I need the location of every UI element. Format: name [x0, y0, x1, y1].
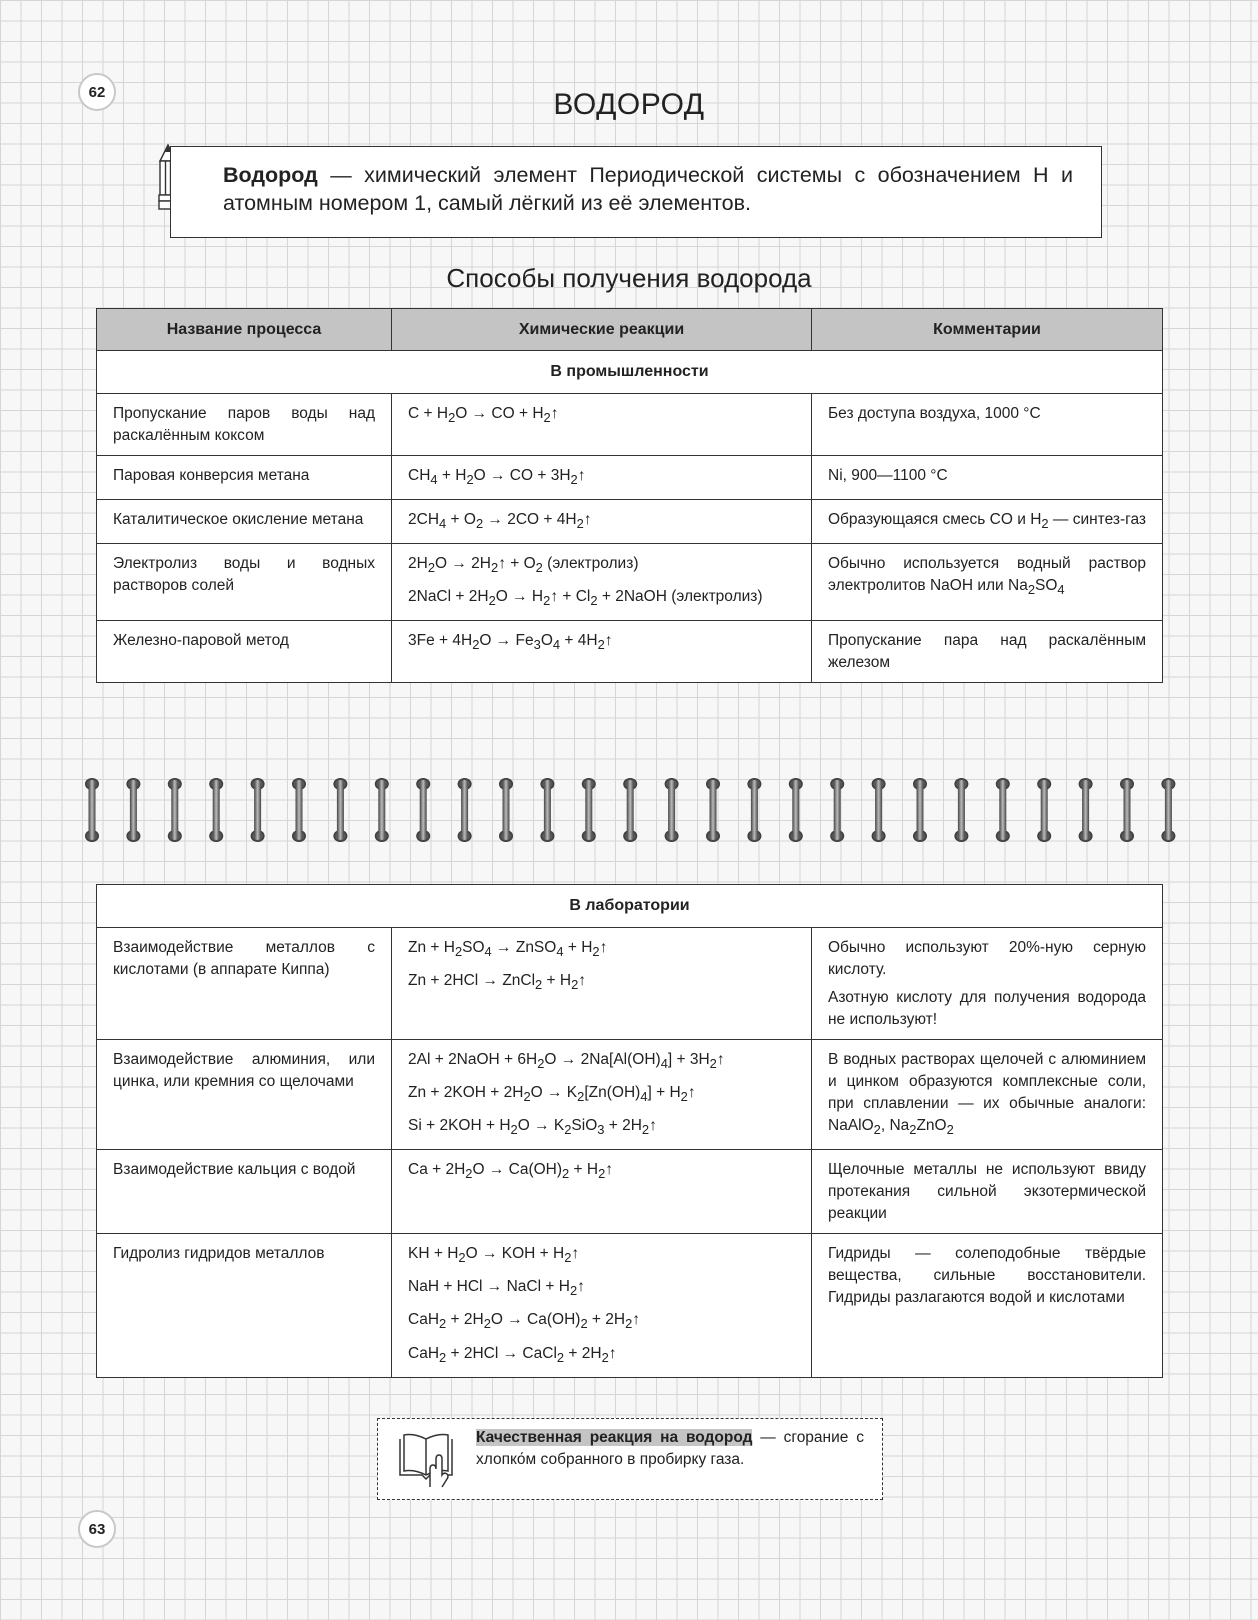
table-header-row: [97, 309, 1163, 351]
spiral-ring: [375, 778, 389, 842]
reactions-cell: [392, 928, 812, 1040]
spiral-ring: [333, 778, 347, 842]
lab-table: [96, 884, 1163, 1378]
reaction-equation: $3Fe + 4H_2O \to Fe_3O_4$ + $4H_2↑$: [408, 632, 613, 653]
spiral-ring: [168, 778, 182, 842]
comment-cell: [812, 544, 1163, 621]
industry-row: [97, 500, 1163, 544]
process-name: Взаимодействие металлов с кислотами (в аппарате Киппа): [97, 928, 392, 1040]
process-name: Гидролиз гидридов металлов: [97, 1234, 392, 1377]
reaction-equation: 2Al + 2NaOH + $6H_2O \to 2Na[Al(OH)_4]$ + $3H_2↑$: [408, 1051, 725, 1072]
comment-text: В водных растворах щелочей с алюминием и цинком образуются комплексные соли, при сплавлении — их обычные аналоги: NaAlO$_2$, $Na_2ZnO_2$: [828, 1051, 1147, 1138]
qualitative-reaction-desc: — сгорание с хлопко́м собранного в пробирку газа.: [476, 1429, 864, 1468]
comment-text: Образующаяся смесь CO и $H_2$ — синтез-газ: [828, 511, 1147, 532]
comment-cell: [812, 621, 1163, 683]
qualitative-reaction-text: [476, 1427, 864, 1471]
spiral-ring: [830, 778, 844, 842]
comment-cell: [812, 928, 1163, 1040]
comment-cell: [812, 1150, 1163, 1234]
spiral-ring: [1161, 778, 1175, 842]
reaction-equation: Zn + 2HCl → ZnCl$_2$ + $H_2↑$: [408, 972, 587, 993]
reaction-equation: $Ca + 2H_2O \to Ca(OH)_2$ + $H_2↑$: [408, 1161, 614, 1182]
spiral-ring: [789, 778, 803, 842]
industry-row: [97, 544, 1163, 621]
spiral-ring: [913, 778, 927, 842]
reaction-equation: $C + H_2O$ → CO + $H_2↑$: [408, 405, 559, 426]
qualitative-reaction-box: [377, 1418, 883, 1500]
spiral-ring: [872, 778, 886, 842]
spiral-ring: [540, 778, 554, 842]
comment-cell: [812, 456, 1163, 500]
reactions-cell: [392, 621, 812, 683]
reaction-equation: $2H_2O$ → $2H_2↑ + O_2$ (электролиз): [408, 555, 639, 576]
spiral-ring: [292, 778, 306, 842]
spiral-ring: [582, 778, 596, 842]
page-title: ВОДОРОД: [553, 88, 705, 121]
process-name: Электролиз воды и водных растворов солей: [97, 544, 392, 621]
spiral-ring: [251, 778, 265, 842]
process-name: Взаимодействие алюминия, или цинка, или кремния со щелочами: [97, 1040, 392, 1150]
process-name: Железно-паровой метод: [97, 621, 392, 683]
reaction-equation: $CH_4 + H_2O$ → CO + $3H_2↑$: [408, 467, 586, 488]
comment-text: Обычно используют 20%-ную серную кислоту.: [828, 939, 1147, 978]
reactions-cell: [392, 544, 812, 621]
header-comments: Комментарии: [812, 309, 1163, 351]
spiral-binding: [78, 772, 1188, 848]
lab-row: [97, 1040, 1163, 1150]
definition-box: [170, 146, 1102, 238]
industry-row: [97, 394, 1163, 456]
comment-text: Без доступа воздуха, 1000 °С: [828, 405, 1041, 422]
comment-text: Пропускание пара над раскалённым железом: [828, 632, 1146, 672]
lab-row: [97, 1150, 1163, 1234]
spiral-ring: [209, 778, 223, 842]
spiral-ring: [623, 778, 637, 842]
reaction-equation: 2NaCl + $2H_2O$ → $H_2↑ + Cl_2$ + 2NaOH (электролиз): [408, 588, 763, 609]
process-name: Паровая конверсия метана: [97, 456, 392, 500]
reaction-equation: CaH$_2$ + 2HCl → CaCl$_2$ + $2H_2↑$: [408, 1344, 617, 1365]
industry-table: [96, 308, 1163, 683]
section-row-lab: [97, 885, 1163, 928]
comment-text: Азотную кислоту для получения водорода не используют!: [828, 989, 1147, 1028]
book-hand-icon: [396, 1429, 456, 1489]
spiral-ring: [954, 778, 968, 842]
spiral-ring: [85, 778, 99, 842]
spiral-ring: [706, 778, 720, 842]
reaction-equation: $Si + 2KOH + H_2O \to K_2SiO_3$ + $2H_2↑$: [408, 1117, 657, 1138]
comment-text: Гидриды — солеподобные твёрдые вещества, сильные восстановители. Гидриды разлагаются водой и кислотами: [828, 1245, 1147, 1307]
definition-term: Водород: [223, 163, 318, 187]
reaction-equation: KH + $H_2O$ → KOH + $H_2↑$: [408, 1245, 580, 1266]
reaction-equation: $CaH_2 + 2H_2O \to Ca(OH)_2$ + $2H_2↑$: [408, 1311, 641, 1332]
section-label-lab: В лаборатории: [97, 885, 1163, 928]
lab-row: [97, 928, 1163, 1040]
process-name: Пропускание паров воды над раскалённым коксом: [97, 394, 392, 456]
section-label-industry: В промышленности: [97, 351, 1163, 394]
process-name: Взаимодействие кальция с водой: [97, 1150, 392, 1234]
comment-cell: [812, 394, 1163, 456]
comment-cell: [812, 1234, 1163, 1377]
definition-text: — химический элемент Периодической системы с обозначением Н и атомным номером 1, самый лёгкий из её элементов.: [223, 163, 1073, 215]
page-number-top: 62: [78, 73, 116, 111]
reactions-cell: [392, 1150, 812, 1234]
reactions-cell: [392, 1234, 812, 1377]
reaction-equation: $2CH_4 + O_2 \to 2CO$ + $4H_2↑$: [408, 511, 592, 532]
comment-text: Щелочные металлы не используют ввиду протекания сильной экзотермической реакции: [828, 1161, 1147, 1223]
reactions-cell: [392, 456, 812, 500]
spiral-ring: [1079, 778, 1093, 842]
comment-cell: [812, 500, 1163, 544]
spiral-ring: [1037, 778, 1051, 842]
section-subtitle: Способы получения водорода: [446, 263, 812, 293]
spiral-ring: [747, 778, 761, 842]
comment-text: Обычно используется водный раствор электролитов NaOH или $Na_2SO_4$: [828, 555, 1146, 598]
header-reactions: Химические реакции: [392, 309, 812, 351]
spiral-ring: [126, 778, 140, 842]
qualitative-reaction-term: Качественная реакция на водород: [476, 1429, 753, 1446]
industry-row: [97, 621, 1163, 683]
spiral-ring: [499, 778, 513, 842]
reactions-cell: [392, 394, 812, 456]
comment-text: Ni, 900—1100 °С: [828, 467, 948, 484]
spiral-ring: [996, 778, 1010, 842]
reaction-equation: $Zn + H_2SO_4$ → ZnSO$_4$ + $H_2↑$: [408, 939, 608, 960]
process-name: Каталитическое окисление метана: [97, 500, 392, 544]
comment-cell: [812, 1040, 1163, 1150]
spiral-ring: [416, 778, 430, 842]
lab-row: [97, 1234, 1163, 1377]
section-row-industry: [97, 351, 1163, 394]
reactions-cell: [392, 1040, 812, 1150]
page-number-bottom: 63: [78, 1510, 116, 1548]
header-process-name: Название процесса: [97, 309, 392, 351]
spiral-ring: [665, 778, 679, 842]
industry-row: [97, 456, 1163, 500]
reaction-equation: NaH + HCl → NaCl + $H_2↑$: [408, 1278, 585, 1299]
spiral-ring: [458, 778, 472, 842]
reactions-cell: [392, 500, 812, 544]
spiral-ring: [1120, 778, 1134, 842]
reaction-equation: $Zn + 2KOH + 2H_2O \to K_2[Zn(OH)_4]$ + $H_2↑$: [408, 1084, 696, 1105]
